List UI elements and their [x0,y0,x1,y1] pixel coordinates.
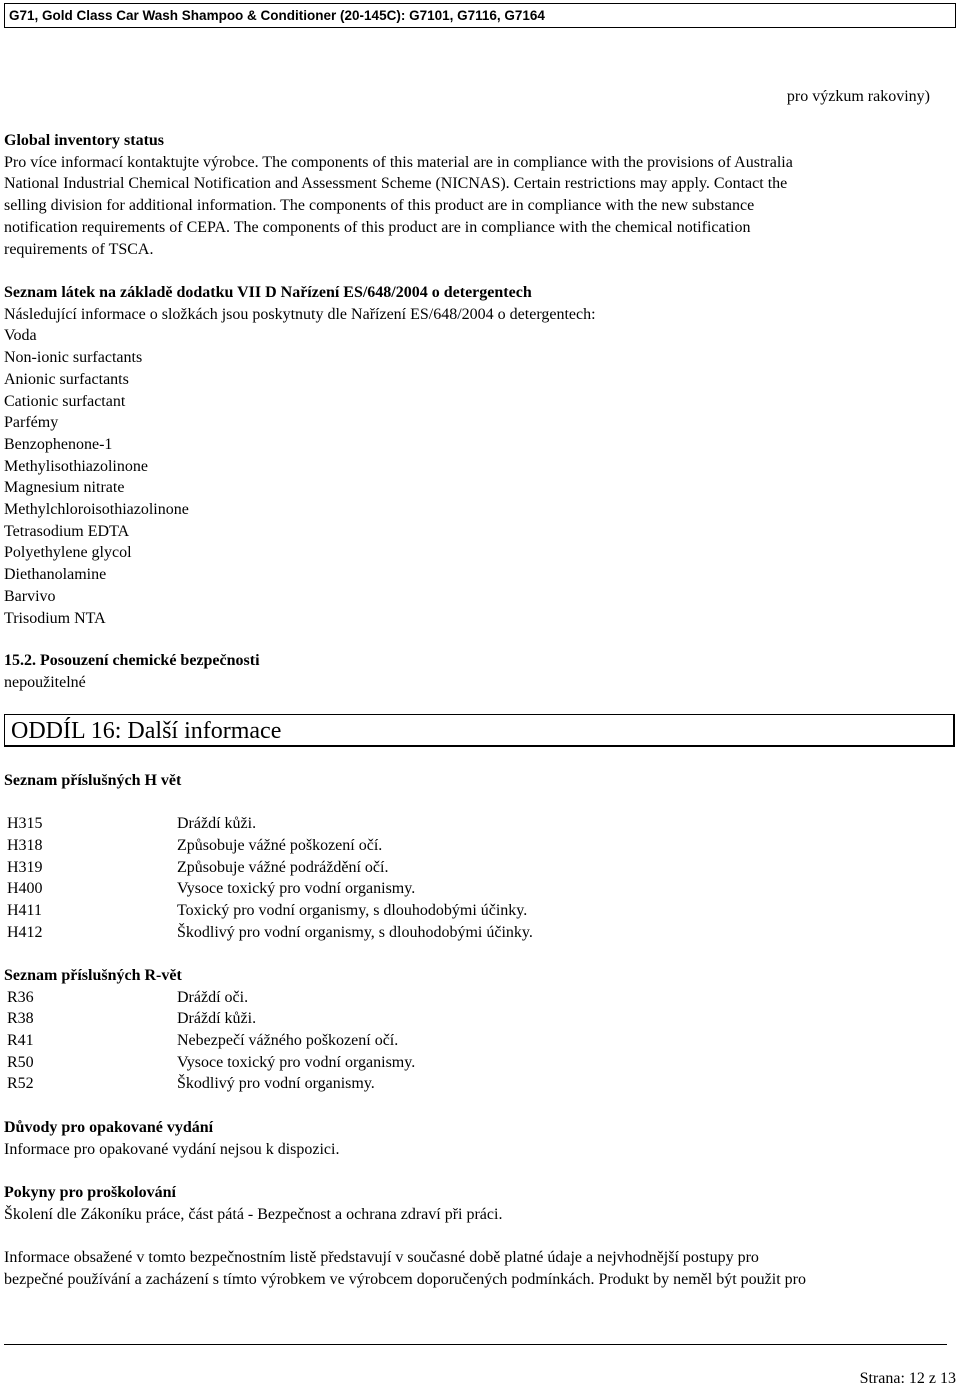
safety-assessment-value: nepoužitelné [4,673,86,691]
disclaimer-section [4,1247,954,1290]
h-text: Toxický pro vodní organismy, s dlouhodobými účinky. [177,902,528,919]
safety-assessment-heading: 15.2. Posouzení chemické bezpečnosti [4,652,260,669]
ingredient-item: Non-ionic surfactants [4,349,143,367]
h-text: Způsobuje vážné podráždění očí. [177,859,389,876]
ingredient-item: Magnesium nitrate [4,479,125,497]
safety-assessment-section [4,650,954,693]
r-text: Škodlivý pro vodní organismy. [177,1075,375,1092]
ingredient-item: Voda [4,327,37,345]
h-statements-heading: Seznam příslušných H vět [4,772,182,789]
page-number: Strana: 12 z 13 [859,1370,956,1387]
ingredient-item: Parfémy [4,414,59,432]
r-code: R41 [7,1032,34,1049]
ingredient-item: Benzophenone-1 [4,435,113,453]
global-inventory-section [4,130,954,260]
continued-text: pro výzkum rakoviny) [786,88,930,105]
disclaimer-line: bezpečné používání a zacházení s tímto výrobkem ve výrobcem doporučených podmínkách. Produkt by neměl být použit pro [4,1270,806,1288]
training-heading: Pokyny pro proškolování [4,1184,176,1201]
r-code: R38 [7,1010,34,1027]
footer-divider [4,1344,947,1345]
training-text: Školení dle Zákoníku práce, část pátá - Bezpečnost a ochrana zdraví při práci. [4,1205,503,1223]
reissue-heading: Důvody pro opakované vydání [4,1119,214,1136]
r-text: Dráždí kůži. [177,1010,257,1027]
r-text: Dráždí oči. [177,989,249,1006]
reissue-text: Informace pro opakované vydání nejsou k dispozici. [4,1140,340,1158]
ingredient-item: Methylchloroisothiazolinone [4,501,189,519]
global-inventory-line: National Industrial Chemical Notification and Assessment Scheme (NICNAS). Certain restrictions may apply. Contact the [4,175,788,193]
global-inventory-line: Pro více informací kontaktujte výrobce. The components of this material are in compliance with the provisions of Australia [4,153,793,171]
h-code: H400 [7,880,43,897]
h-text: Způsobuje vážné poškození očí. [177,837,383,854]
r-text: Vysoce toxický pro vodní organismy. [177,1054,416,1071]
ingredient-item: Anionic surfactants [4,370,129,388]
r-statements-heading: Seznam příslušných R-vět [4,967,182,984]
ingredient-item: Cationic surfactant [4,392,126,410]
h-code: H412 [7,924,43,941]
h-code: H319 [7,859,43,876]
h-code: H315 [7,815,43,832]
disclaimer-line: Informace obsažené v tomto bezpečnostním listě představují v současné době platné údaje a nejvhodnější postupy pro [4,1249,759,1266]
r-code: R50 [7,1054,34,1071]
ingredient-item: Diethanolamine [4,566,107,584]
global-inventory-heading: Global inventory status [4,132,165,149]
detergents-heading: Seznam látek na základě dodatku VII D Nařízení ES/648/2004 o detergentech [4,284,532,301]
section-16-header [4,714,955,747]
ingredient-item: Methylisothiazolinone [4,457,148,475]
global-inventory-line: requirements of TSCA. [4,240,154,258]
global-inventory-line: notification requirements of CEPA. The components of this product are in compliance with the chemical notification [4,218,751,236]
ingredient-item: Barvivo [4,587,56,605]
h-text: Škodlivý pro vodní organismy, s dlouhodobými účinky. [177,924,533,941]
r-code: R36 [7,989,34,1006]
document-header [4,3,956,28]
ingredient-item: Tetrasodium EDTA [4,522,130,540]
r-code: R52 [7,1075,34,1092]
h-code: H318 [7,837,43,854]
reissue-section [4,1117,954,1160]
detergents-section [4,282,954,629]
h-code: H411 [7,902,42,919]
r-text: Nebezpečí vážného poškození očí. [177,1032,399,1049]
h-text: Dráždí kůži. [177,815,257,832]
h-text: Vysoce toxický pro vodní organismy. [177,880,416,897]
global-inventory-line: selling division for additional information. The components of this product are in compliance with the new substance [4,197,755,215]
detergents-intro: Následující informace o složkách jsou poskytnuty dle Nařízení ES/648/2004 o detergentech: [4,305,596,323]
ingredient-item: Trisodium NTA [4,609,106,627]
section-16-title: ODDÍL 16: Další informace [11,718,282,744]
training-section [4,1182,954,1225]
ingredient-item: Polyethylene glycol [4,544,132,562]
document-title: G71, Gold Class Car Wash Shampoo & Conditioner (20-145C): G7101, G7116, G7164 [9,8,545,23]
